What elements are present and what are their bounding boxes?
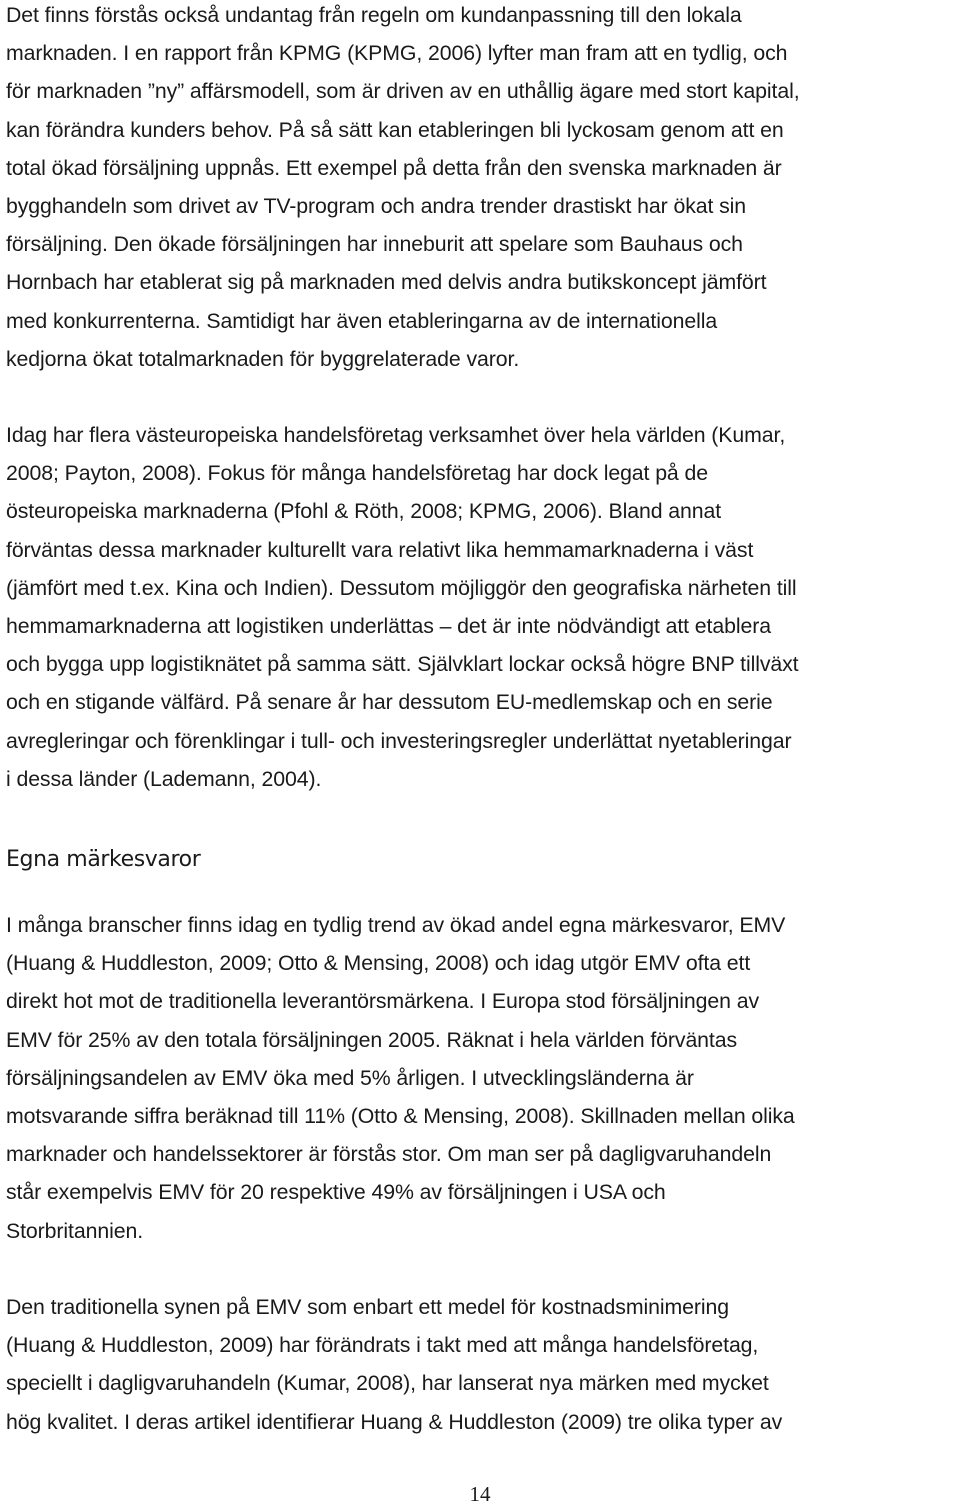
text-line: östeuropeiska marknaderna (Pfohl & Röth, 2008; KPMG, 2006). Bland annat — [6, 499, 722, 524]
text-line: Det finns förstås också undantag från regeln om kundanpassning till den lokala — [6, 3, 742, 27]
text-line: står exempelvis EMV för 20 respektive 49% av försäljningen i USA och — [6, 1180, 666, 1205]
text-line: (Huang & Huddleston, 2009; Otto & Mensing, 2008) och idag utgör EMV ofta ett — [6, 951, 751, 976]
text-line: (Huang & Huddleston, 2009) har förändrats i takt med att många handelsföretag, — [6, 1333, 759, 1358]
text-line: för marknaden ”ny” affärsmodell, som är driven av en uthållig ägare med stort kapital, — [6, 79, 800, 104]
text-line: marknader och handelssektorer är förstås stor. Om man ser på dagligvaruhandeln — [6, 1142, 772, 1167]
text-line: total ökad försäljning uppnås. Ett exempel på detta från den svenska marknaden är — [6, 155, 782, 180]
text-line: motsvarande siffra beräknad till 11% (Otto & Mensing, 2008). Skillnaden mellan olika — [6, 1104, 795, 1129]
text-line: 2008; Payton, 2008). Fokus för många handelsföretag har dock legat på de — [6, 461, 708, 486]
text-line: (jämfört med t.ex. Kina och Indien). Dessutom möjliggör den geografiska närheten till — [6, 575, 797, 600]
text-line: försäljningsandelen av EMV öka med 5% årligen. I utvecklingsländerna är — [6, 1065, 694, 1090]
paragraph-west-european-retailers — [6, 416, 956, 798]
paragraph-traditional-view — [6, 1288, 956, 1441]
text-line: i dessa länder (Lademann, 2004). — [6, 766, 322, 791]
section-heading: Egna märkesvaror — [6, 847, 201, 872]
text-line: avregleringar och förenklingar i tull- och investeringsregler underlättat nyetableringar — [6, 728, 792, 753]
text-line: och en stigande välfärd. På senare år har dessutom EU-medlemskap och en serie — [6, 690, 773, 715]
text-line: EMV för 25% av den totala försäljningen 2005. Räknat i hela världen förväntas — [6, 1027, 738, 1052]
text-line: förväntas dessa marknader kulturellt vara relativt lika hemmamarknaderna i väst — [6, 537, 754, 562]
text-line: I många branscher finns idag en tydlig trend av ökad andel egna märkesvaror, EMV — [6, 913, 786, 937]
text-line: med konkurrenterna. Samtidigt har även etableringarna av de internationella — [6, 308, 718, 333]
paragraph-private-labels-trend — [6, 906, 956, 1250]
text-line: Idag har flera västeuropeiska handelsföretag verksamhet över hela världen (Kumar, — [6, 423, 786, 447]
text-line: försäljning. Den ökade försäljningen har inneburit att spelare som Bauhaus och — [6, 232, 743, 257]
page-number: 14 — [469, 1482, 491, 1506]
text-line: och bygga upp logistiknätet på samma sätt. Självklart lockar också högre BNP tillväxt — [6, 652, 799, 677]
paragraph-local-adaptation — [6, 0, 956, 378]
text-line: bygghandeln som drivet av TV-program och andra trender drastiskt har ökat sin — [6, 194, 747, 219]
text-line: marknaden. I en rapport från KPMG (KPMG, 2006) lyfter man fram att en tydlig, och — [6, 41, 788, 66]
text-line: hög kvalitet. I deras artikel identifierar Huang & Huddleston (2009) tre olika typer av — [6, 1409, 783, 1434]
text-line: Storbritannien. — [6, 1218, 144, 1243]
text-line: speciellt i dagligvaruhandeln (Kumar, 2008), har lanserat nya märken med mycket — [6, 1371, 769, 1396]
text-line: direkt hot mot de traditionella leverantörsmärkena. I Europa stod försäljningen av — [6, 989, 759, 1014]
text-line: kedjorna ökat totalmarknaden för byggrelaterade varor. — [6, 346, 520, 371]
text-line: hemmamarknaderna att logistiken underlättas – det är inte nödvändigt att etablera — [6, 614, 771, 639]
text-line: Den traditionella synen på EMV som enbart ett medel för kostnadsminimering — [6, 1295, 729, 1319]
text-line: Hornbach har etablerat sig på marknaden med delvis andra butikskoncept jämfört — [6, 270, 767, 295]
text-line: kan förändra kunders behov. På så sätt kan etableringen bli lyckosam genom att en — [6, 117, 784, 142]
